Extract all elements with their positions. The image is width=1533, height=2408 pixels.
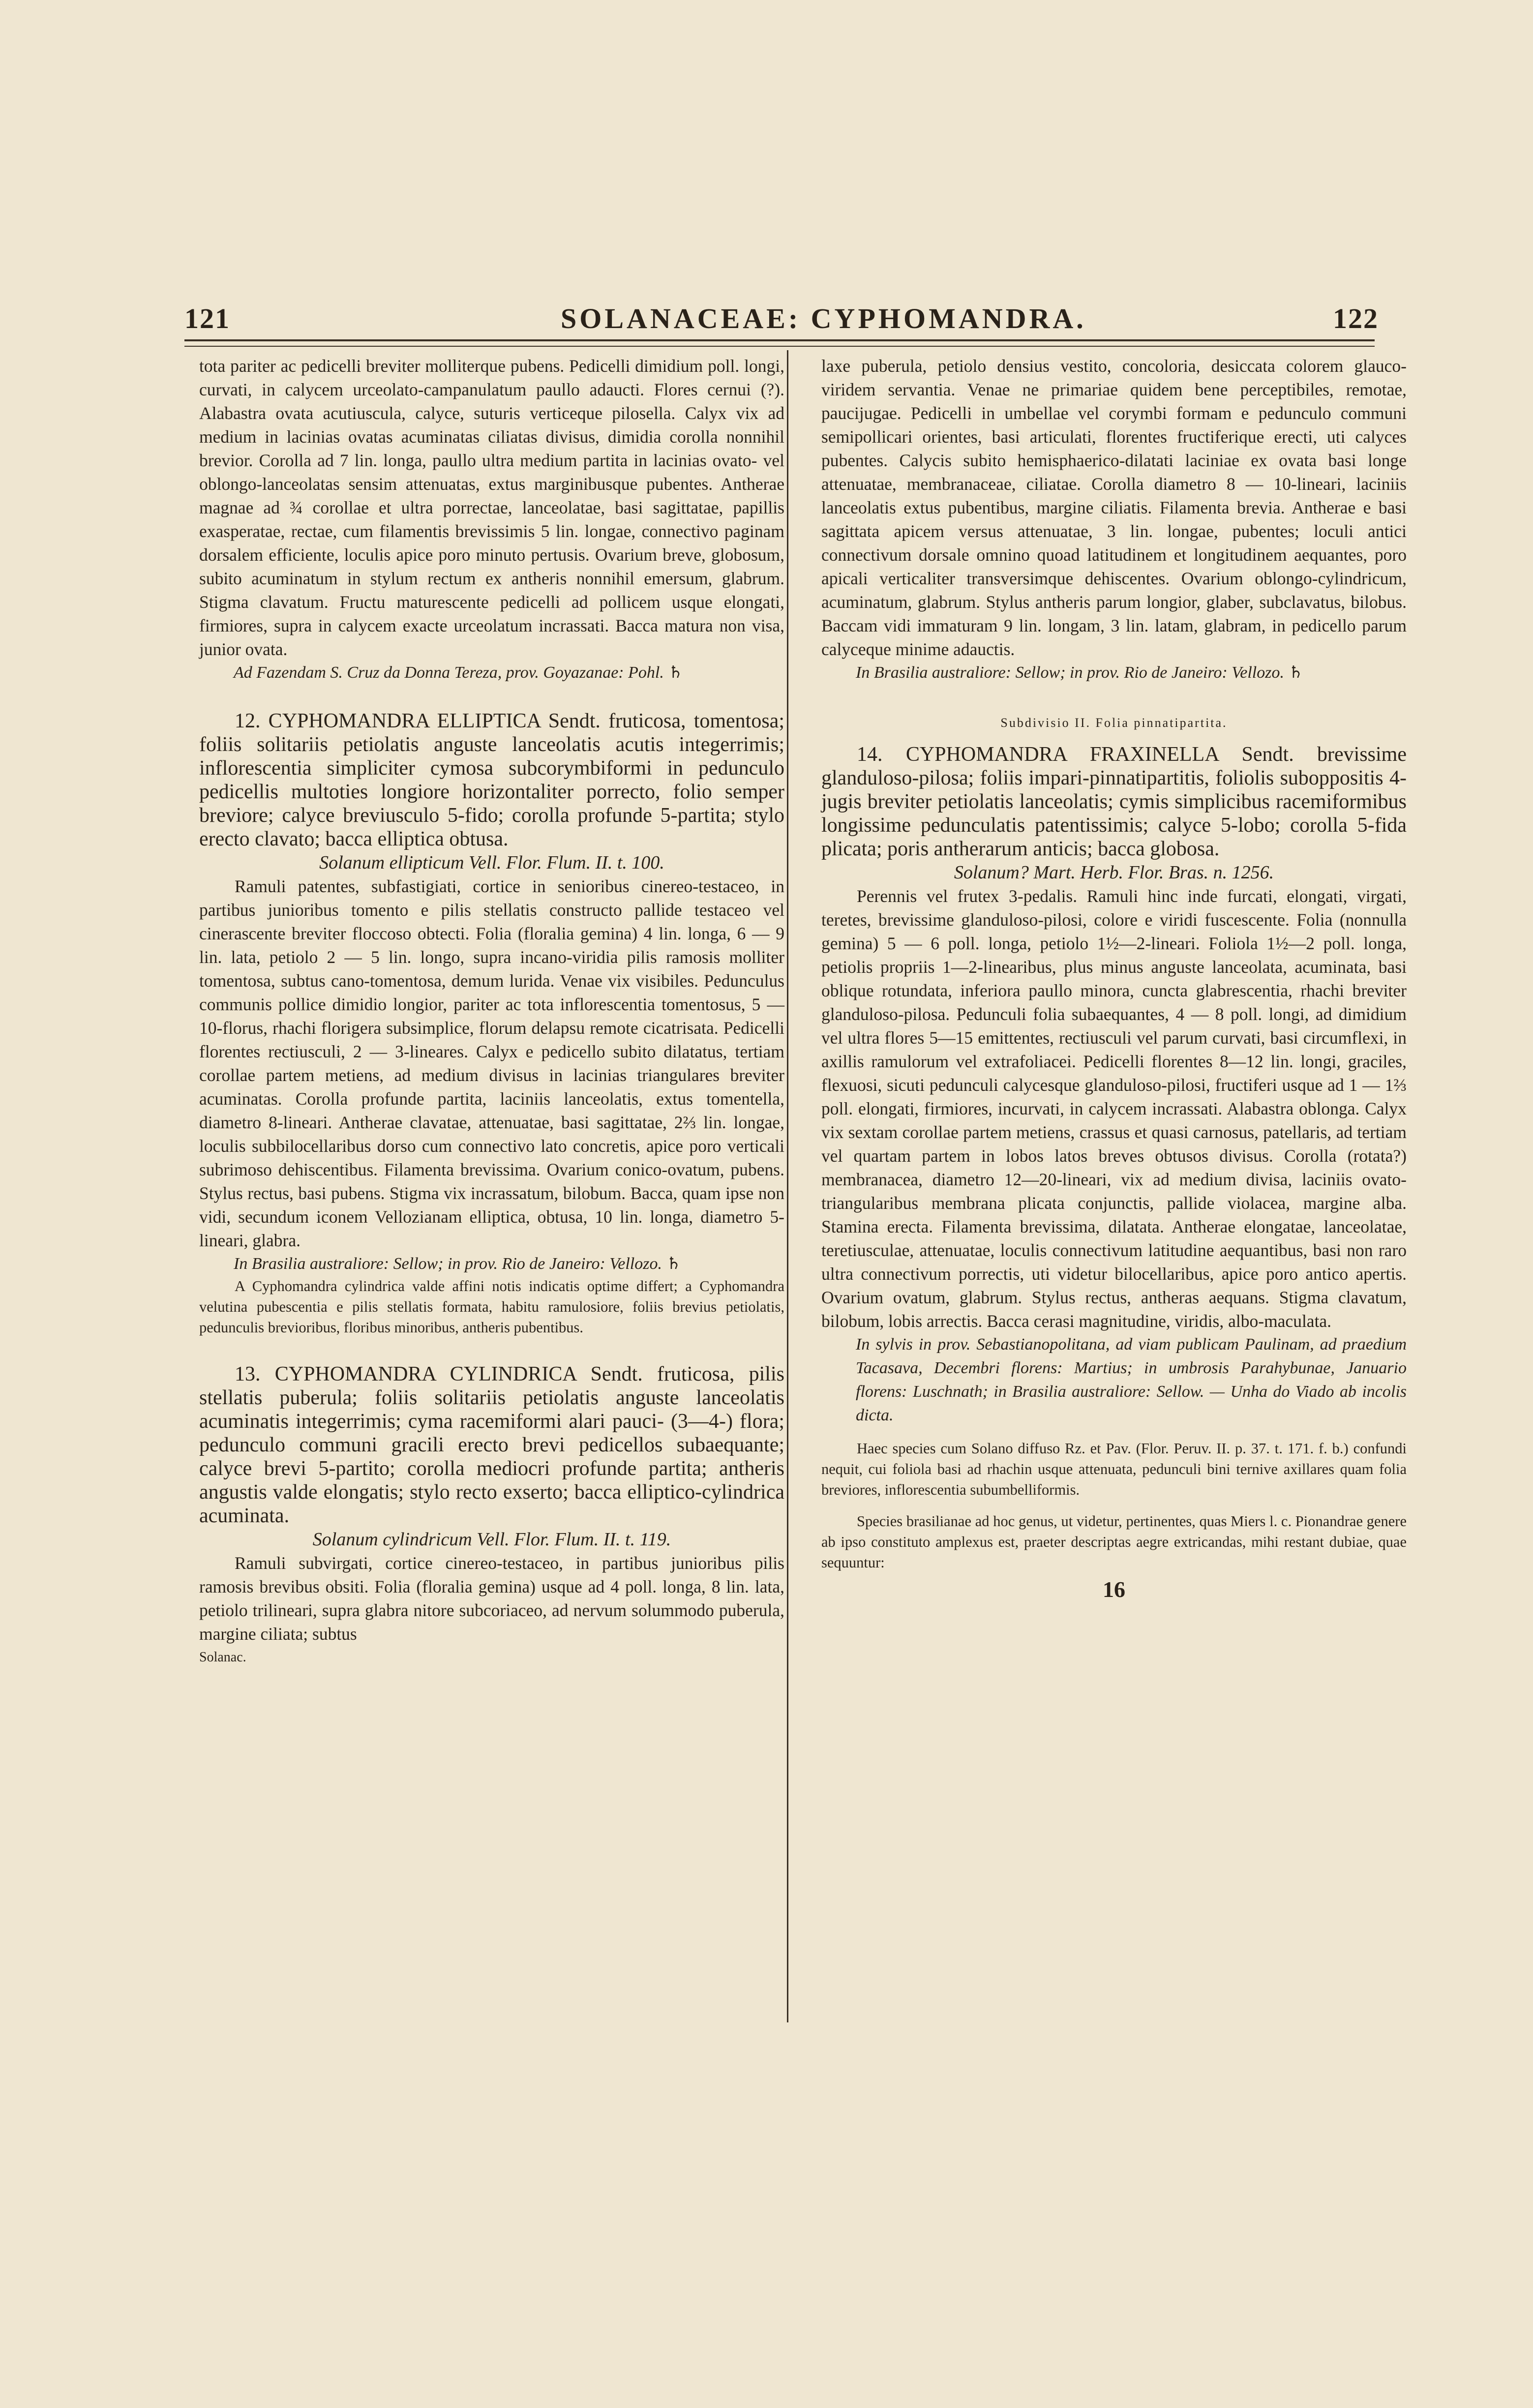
column-divider	[787, 350, 788, 2022]
text-paragraph: tota pariter ac pedicelli breviter molliterque pubens. Pedicelli dimidium poll. longi, curvati, in calycem urceolato-campanulatum paullo adaucti. Flores cernui (?). Alabastra ovata acutiuscula, calyce, suturis verticeque pilosella. Calyx vix ad medium in lacinias ovatas acuminatas ciliatas divisus, dimidia corolla nonnihil brevior. Corolla ad 7 lin. longa, paullo ultra medium partita in lacinias ovato- vel oblongo-lanceolatas sensim attenuatas, extus marginibusque pubentes. Antherae magnae ad ¾ corollae et ultra porrectae, lanceolatae, basi sagittatae, papillis exasperatae, rectae, cum filamentis brevissimis 5 lin. longae, connectivo paginam dorsalem efficiente, loculis apice poro minuto pertusis. Ovarium breve, globosum, subito acuminatum in stylum rectum ex antheris nonnihil emersum, glabrum. Stigma clavatum. Fructu maturescente pedicelli ad pollicem usque elongati, firmiores, supra in calycem exacte urceolatum incrassati. Bacca matura non visa, junior ovata.	[199, 356, 784, 659]
page-number-right: 122	[1333, 302, 1379, 334]
locality: In sylvis in prov. Sebastianopolitana, ad viam publicam Paulinam, ad praedium Tacasava, Decembri florens: Martius; in umbrosis Parahybunae, Januario florens: Luschnath; in Brasilia australiore: Sellow. — Unha do Viado ab incolis dicta.	[856, 1335, 1407, 1424]
synonym-citation: Solanum? Mart. Herb. Flor. Bras. n. 1256.	[954, 862, 1274, 883]
right-column	[821, 354, 1407, 1601]
subdivision-heading: Subdivisio II. Folia pinnatipartita.	[1000, 716, 1228, 730]
locality: In Brasilia australiore: Sellow; in prov. Rio de Janeiro: Vellozo. ♄	[856, 663, 1303, 682]
header-rule-thin	[184, 346, 1375, 347]
page-number-left: 121	[184, 302, 230, 334]
synonym-citation: Solanum ellipticum Vell. Flor. Flum. II. t. 100.	[319, 852, 664, 873]
catchword: Solanac.	[199, 1650, 246, 1665]
running-title: SOLANACEAE: CYPHOMANDRA.	[561, 302, 1086, 334]
locality: In Brasilia australiore: Sellow; in prov. Rio de Janeiro: Vellozo. ♄	[234, 1255, 681, 1273]
signature-mark: 16	[1103, 1577, 1125, 1602]
locality: Ad Fazendam S. Cruz da Donna Tereza, prov. Goyazanae: Pohl. ♄	[234, 663, 683, 682]
species-heading: 13. CYPHOMANDRA CYLINDRICA Sendt. fruticosa, pilis stellatis puberula; foliis solitariis petiolatis anguste lanceolatis acuminatis integerrimis; cyma racemiformi alari pauci- (3—4-) flora; pedunculo communi gracili erecto brevi pedicellos subaequante; calyce brevi 5-partito; corolla mediocri profunde partita; antheris angustis valde elongatis; stylo recto exserto; bacca elliptico-cylindrica acuminata.	[199, 1363, 784, 1527]
species-heading: 14. CYPHOMANDRA FRAXINELLA Sendt. brevissime glanduloso-pilosa; foliis impari-pinnatipartitis, foliolis suboppositis 4-jugis breviter petiolatis lanceolatis; cymis simplicibus racemiformibus longissime pedunculatis patentissimis; calyce 5-lobo; corolla 5-fida plicata; poris antherarum anticis; bacca globosa.	[821, 743, 1407, 860]
species-description: Perennis vel frutex 3-pedalis. Ramuli hinc inde furcati, elongati, virgati, teretes, brevissime glanduloso-pilosi, colore e viridi fuscescente. Folia (nonnulla gemina) 5 — 6 poll. longa, petiolo 1½—2-lineari. Foliola 1½—2 poll. longa, petiolis propriis 1—2-linearibus, plus minus anguste lanceolata, acuminata, basi oblique rotundata, inferiora paullo minora, cuncta glabrescentia, rhachi breviter glanduloso-pilosa. Pedunculi folia subaequantes, 4 — 8 poll. longi, ad dimidium vel ultra flores 5—15 emittentes, rectiusculi vel parum curvati, basi circumflexi, in axillis ramulorum vel extrafoliacei. Pedicelli florentes 8—12 lin. longi, graciles, flexuosi, sicuti pedunculi calycesque glanduloso-pilosi, fructiferi usque ad 1 — 1⅔ poll. elongati, firmiores, incurvati, in calycem incrassati. Alabastra oblonga. Calyx vix sextam corollae partem metiens, crassus et quasi carnosus, patellaris, ad tertiam vel quartam partem in lobos latos breves obtusos divisus. Corolla (rotata?) membranacea, diametro 12—20-lineari, vix ad medium divisa, laciniis ovato-triangularibus membrana plicata conjunctis, pallide violacea, margine alba. Stamina erecta. Filamenta brevissima, dilatata. Antherae elongatae, lanceolatae, teretiusculae, attenuatae, loculis connectivum latitudine aequantibus, basi non raro ultra connectivum porrectis, uti videtur bilocellaribus, apice poro antico apertis. Ovarium ovatum, glabrum. Stylus rectus, antheras aequans. Stigma clavatum, bilobum, lobis arrectis. Bacca cerasi magnitudine, viridis, albo-maculata.	[821, 886, 1407, 1331]
closing-note: Species brasilianae ad hoc genus, ut videtur, pertinentes, quas Miers l. c. Pionandrae genere ab ipso constituto amplexus est, praeter descriptas aegre extricandas, mihi restant dubiae, quae sequuntur:	[821, 1513, 1407, 1571]
text-paragraph: laxe puberula, petiolo densius vestito, concoloria, desiccata colorem glauco-viridem servantia. Venae ne primariae quidem bene perceptibiles, remotae, paucijugae. Pedicelli in umbellae vel corymbi formam e pedunculo communi semipollicari orientes, basi articulati, florentes fructiferique erecti, uti calyces pubentes. Calycis subito hemisphaerico-dilatati laciniae ex ovata basi longe attenuatae, membranaceae, ciliatae. Corolla diametro 8 — 10-lineari, laciniis lanceolatis extus pubentibus, margine ciliatis. Filamenta brevia. Antherae e basi sagittata apicem versus attenuatae, 3 lin. longae, pubentes; loculi antici connectivum dorsale omnino quoad latitudinem et longitudinem aequantes, poro apicali verticaliter transversimque dehiscentes. Ovarium oblongo-cylindricum, acuminatum, glabrum. Stylus antheris parum longior, glaber, subclavatus, bilobus. Baccam vidi immaturam 9 lin. longam, 3 lin. latam, glabram, in pedicello parum calyceque minime adauctis.	[821, 356, 1407, 659]
synonym-citation: Solanum cylindricum Vell. Flor. Flum. II. t. 119.	[312, 1529, 671, 1550]
species-note: A Cyphomandra cylindrica valde affini notis indicatis optime differt; a Cyphomandra velutina pubescentia e pilis stellatis formata, habitu ramulosiore, foliis brevius petiolatis, pedunculis brevioribus, floribus minoribus, antheris pubentibus.	[199, 1278, 784, 1336]
species-heading: 12. CYPHOMANDRA ELLIPTICA Sendt. fruticosa, tomentosa; foliis solitariis petiolatis anguste lanceolatis acutis integerrimis; inflorescentia simpliciter cymosa subcorymbiformi in pedunculo pedicellis multoties longiore horizontaliter porrecto, folio semper breviore; calyce breviusculo 5-fido; corolla profunde 5-partita; stylo erecto clavato; bacca elliptica obtusa.	[199, 710, 784, 850]
species-description: Ramuli subvirgati, cortice cinereo-testaceo, in partibus junioribus pilis ramosis brevibus obsiti. Folia (floralia gemina) usque ad 4 poll. longa, 8 lin. lata, petiolo trilineari, supra glabra nitore subcoriaceo, ad nervum solummodo puberula, margine ciliata; subtus	[199, 1553, 784, 1644]
header-rule	[184, 339, 1375, 341]
species-note: Haec species cum Solano diffuso Rz. et Pav. (Flor. Peruv. II. p. 37. t. 171. f. b.) confundi nequit, cui foliola basi ad rhachin usque attenuata, pedunculi bini ternive axillares quam folia breviores, inflorescentia subumbelliformis.	[821, 1440, 1407, 1498]
species-description: Ramuli patentes, subfastigiati, cortice in senioribus cinereo-testaceo, in partibus junioribus tomento e pilis stellatis constructo pallide testaceo vel cinerascente breviter floccoso obtecti. Folia (floralia gemina) 4 lin. longa, 6 — 9 lin. lata, petiolo 2 — 5 lin. longo, supra incano-viridia pilis ramosis molliter tomentosa, subtus cano-tomentosa, demum lurida. Venae vix visibiles. Pedunculus communis pollice dimidio longior, pariter ac tota inflorescentia tomentosus, 5 — 10-florus, rhachi florigera subsimplice, florum delapsu remote cicatrisata. Pedicelli florentes rectiusculi, 2 — 3-lineares. Calyx e pedicello subito dilatatus, tertiam corollae partem metiens, ad medium divisus in lacinias triangulares breviter acuminatas. Corolla profunde partita, laciniis lanceolatis, extus tomentella, diametro 8-lineari. Antherae clavatae, attenuatae, basi sagittatae, 2⅔ lin. longae, loculis subbilocellaribus dorso cum connectivo lato concretis, apice poro verticali subrimoso dehiscentibus. Filamenta brevissima. Ovarium conico-ovatum, pubens. Stylus rectus, basi pubens. Stigma vix incrassatum, bilobum. Bacca, quam ipse non vidi, secundum iconem Vellozianam elliptica, obtusa, 10 lin. longa, diametro 5-lineari, glabra.	[199, 876, 784, 1250]
left-column	[199, 354, 784, 1669]
